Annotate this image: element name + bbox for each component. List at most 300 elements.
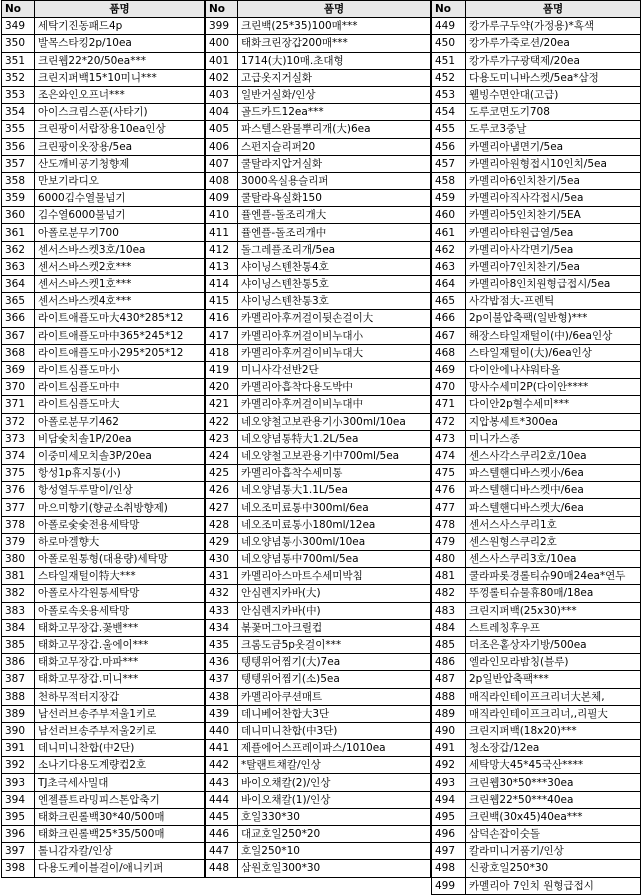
item-name: 태화크린롤백25*35/500매 bbox=[35, 826, 205, 843]
item-name: 카멜리아원형접시10인치/5ea bbox=[466, 155, 641, 172]
table-row bbox=[2, 52, 205, 69]
item-number: 471 bbox=[432, 396, 466, 413]
table-row bbox=[206, 241, 431, 258]
item-number: 448 bbox=[206, 860, 238, 877]
item-name: 센스사각스쿠리2호/10ea bbox=[466, 447, 641, 464]
table-row bbox=[2, 344, 205, 361]
table-row bbox=[2, 482, 205, 499]
item-name: 카멜리아타원급열/5ea bbox=[466, 224, 641, 241]
header-name: 품명 bbox=[238, 1, 431, 18]
table-row bbox=[432, 413, 641, 430]
item-number: 485 bbox=[432, 636, 466, 653]
table-row bbox=[432, 155, 641, 172]
table-row bbox=[206, 619, 431, 636]
item-number: 360 bbox=[2, 207, 35, 224]
item-number: 463 bbox=[432, 258, 466, 275]
table-row bbox=[206, 585, 431, 602]
table-row bbox=[2, 35, 205, 52]
item-name: 쿨탈라욕실화150 bbox=[238, 190, 431, 207]
item-number: 465 bbox=[432, 293, 466, 310]
item-name: 캉가루가죽로션/20ea bbox=[466, 35, 641, 52]
item-number: 444 bbox=[206, 791, 238, 808]
item-name: 삼원호일300*30 bbox=[238, 860, 431, 877]
table-row bbox=[432, 808, 641, 825]
table-row bbox=[2, 310, 205, 327]
item-number: 350 bbox=[2, 35, 35, 52]
item-number: 383 bbox=[2, 602, 35, 619]
table-row bbox=[206, 396, 431, 413]
table-row bbox=[206, 172, 431, 189]
item-name: 카멜리아사각면기/5ea bbox=[466, 241, 641, 258]
item-name: 쿨탈라지압거실화 bbox=[238, 155, 431, 172]
table-row bbox=[432, 207, 641, 224]
table-row bbox=[432, 499, 641, 516]
item-number: 488 bbox=[432, 688, 466, 705]
item-number: 357 bbox=[2, 155, 35, 172]
table-row bbox=[432, 379, 641, 396]
item-name: 삼덕손잡이숫돌 bbox=[466, 826, 641, 843]
table-row bbox=[432, 138, 641, 155]
table-row bbox=[2, 860, 205, 877]
table-row bbox=[2, 636, 205, 653]
header-no: No bbox=[432, 1, 466, 18]
table-row bbox=[206, 826, 431, 843]
item-name: 해장스타일재털이(中)/6ea인상 bbox=[466, 327, 641, 344]
item-number: 374 bbox=[2, 447, 35, 464]
item-name: 크롬도금5p옷걸이*** bbox=[238, 636, 431, 653]
item-number: 404 bbox=[206, 104, 238, 121]
item-number: 401 bbox=[206, 52, 238, 69]
item-number: 476 bbox=[432, 482, 466, 499]
item-name: 태화고무장갑.울에이*** bbox=[35, 636, 205, 653]
item-number: 416 bbox=[206, 310, 238, 327]
table-row bbox=[432, 602, 641, 619]
table-row bbox=[2, 688, 205, 705]
item-name: 안심렌지카바(大) bbox=[238, 585, 431, 602]
table-row bbox=[206, 482, 431, 499]
item-name: 파스텔핸디바스켓中/6ea bbox=[466, 482, 641, 499]
item-name: 카멜리아8인치원형급접시/5ea bbox=[466, 276, 641, 293]
item-number: 464 bbox=[432, 276, 466, 293]
item-number: 428 bbox=[206, 516, 238, 533]
item-name: 크린지퍼백15*10미니*** bbox=[35, 69, 205, 86]
item-number: 362 bbox=[2, 241, 35, 258]
item-name: 파스텔스완물뿌리개(大)6ea bbox=[238, 121, 431, 138]
item-number: 432 bbox=[206, 585, 238, 602]
table-row bbox=[206, 722, 431, 739]
item-name: 데니미니찬합(中3단) bbox=[238, 722, 431, 739]
item-number: 446 bbox=[206, 826, 238, 843]
item-name: 센서스바스켓2호*** bbox=[35, 258, 205, 275]
item-number: 353 bbox=[2, 86, 35, 103]
item-number: 376 bbox=[2, 482, 35, 499]
item-name: 제플에어스프레이파스/1010ea bbox=[238, 740, 431, 757]
item-number: 363 bbox=[2, 258, 35, 275]
item-name: 발목스타킹2p/10ea bbox=[35, 35, 205, 52]
product-table-3 bbox=[431, 0, 641, 895]
table-row bbox=[2, 396, 205, 413]
table-row bbox=[2, 602, 205, 619]
table-row bbox=[206, 688, 431, 705]
item-number: 441 bbox=[206, 740, 238, 757]
item-name: 크린웹22*50***40ea bbox=[466, 791, 641, 808]
item-number: 498 bbox=[432, 860, 466, 877]
item-number: 490 bbox=[432, 722, 466, 739]
item-number: 422 bbox=[206, 413, 238, 430]
table-row bbox=[432, 396, 641, 413]
item-name: 네오양념통特大1.2L/5ea bbox=[238, 430, 431, 447]
table-row bbox=[206, 190, 431, 207]
table-row bbox=[206, 465, 431, 482]
item-number: 381 bbox=[2, 568, 35, 585]
item-name: 스펀지슬리퍼20 bbox=[238, 138, 431, 155]
item-name: 골드카드12ea*** bbox=[238, 104, 431, 121]
table-row bbox=[432, 877, 641, 894]
table-row bbox=[2, 190, 205, 207]
item-number: 427 bbox=[206, 499, 238, 516]
item-number: 408 bbox=[206, 172, 238, 189]
header-no: No bbox=[2, 1, 35, 18]
item-number: 466 bbox=[432, 310, 466, 327]
item-number: 430 bbox=[206, 551, 238, 568]
table-row bbox=[206, 808, 431, 825]
table-row bbox=[206, 104, 431, 121]
item-name: 라이트심플도마中 bbox=[35, 379, 205, 396]
item-number: 451 bbox=[432, 52, 466, 69]
item-name: 샤이닝스텐찬통3호 bbox=[238, 293, 431, 310]
table-row bbox=[2, 551, 205, 568]
table-row bbox=[2, 224, 205, 241]
item-number: 405 bbox=[206, 121, 238, 138]
table-row bbox=[2, 207, 205, 224]
table-row bbox=[206, 430, 431, 447]
item-number: 369 bbox=[2, 361, 35, 378]
item-name: 태화크린장갑200매*** bbox=[238, 35, 431, 52]
table-row bbox=[206, 155, 431, 172]
item-number: 379 bbox=[2, 533, 35, 550]
item-name: 일반거실화/인상 bbox=[238, 86, 431, 103]
item-number: 460 bbox=[432, 207, 466, 224]
item-number: 355 bbox=[2, 121, 35, 138]
item-name: 아폴로속옷용세탁망 bbox=[35, 602, 205, 619]
item-name: 샤이닝스텐찬통5호 bbox=[238, 276, 431, 293]
item-name: 칼라미니거품기/인상 bbox=[466, 843, 641, 860]
table-row bbox=[2, 533, 205, 550]
item-number: 361 bbox=[2, 224, 35, 241]
table-row bbox=[2, 843, 205, 860]
item-name: 스트레칭후우프 bbox=[466, 619, 641, 636]
table-row bbox=[206, 602, 431, 619]
table-row bbox=[206, 18, 431, 35]
item-name: 아폴로분무기700 bbox=[35, 224, 205, 241]
item-number: 373 bbox=[2, 430, 35, 447]
item-name: 이중미세모치솔3P/20ea bbox=[35, 447, 205, 464]
item-name: 센서스바스켓4호*** bbox=[35, 293, 205, 310]
item-number: 494 bbox=[432, 791, 466, 808]
item-name: 캉가루가구광택제/20ea bbox=[466, 52, 641, 69]
item-name: 신광호일250*30 bbox=[466, 860, 641, 877]
item-name: 하로마겔향大 bbox=[35, 533, 205, 550]
table-row bbox=[206, 327, 431, 344]
item-number: 393 bbox=[2, 774, 35, 791]
item-number: 474 bbox=[432, 447, 466, 464]
item-name: 엔젤플트라밍피스톤압축기 bbox=[35, 791, 205, 808]
item-name: 톨니감자칼/인상 bbox=[35, 843, 205, 860]
item-name: 다용도미니바스켓/5ea*삼정 bbox=[466, 69, 641, 86]
item-name: 산도깨비공기청향제 bbox=[35, 155, 205, 172]
item-name: 카멜리아5인치찬기/5EA bbox=[466, 207, 641, 224]
table-row bbox=[2, 121, 205, 138]
item-number: 435 bbox=[206, 636, 238, 653]
table-row bbox=[206, 86, 431, 103]
item-number: 449 bbox=[432, 18, 466, 35]
table-row bbox=[2, 258, 205, 275]
item-name: 호일250*10 bbox=[238, 843, 431, 860]
item-name: 항성열두루말이/인상 bbox=[35, 482, 205, 499]
table-row bbox=[432, 344, 641, 361]
item-number: 423 bbox=[206, 430, 238, 447]
item-name: 쿨라파롯경롤티슈90매24ea*연두 bbox=[466, 568, 641, 585]
item-number: 424 bbox=[206, 447, 238, 464]
item-number: 462 bbox=[432, 241, 466, 258]
item-name: 호일330*30 bbox=[238, 808, 431, 825]
table-row bbox=[432, 636, 641, 653]
item-name: 태화고무장갑.미니*** bbox=[35, 671, 205, 688]
table-row bbox=[2, 361, 205, 378]
table-row bbox=[2, 276, 205, 293]
item-name: 바이오채칼(2)/인상 bbox=[238, 774, 431, 791]
item-number: 365 bbox=[2, 293, 35, 310]
item-name: 크린백(25*35)100매*** bbox=[238, 18, 431, 35]
table-row bbox=[2, 413, 205, 430]
item-number: 456 bbox=[432, 138, 466, 155]
item-name: 세탁망大45*45국산**** bbox=[466, 757, 641, 774]
table-row bbox=[206, 636, 431, 653]
header-row bbox=[206, 1, 431, 18]
item-number: 387 bbox=[2, 671, 35, 688]
table-row bbox=[206, 843, 431, 860]
item-number: 368 bbox=[2, 344, 35, 361]
table-row bbox=[2, 241, 205, 258]
item-number: 356 bbox=[2, 138, 35, 155]
item-name: 스타일재털이(大)/6ea인상 bbox=[466, 344, 641, 361]
table-row bbox=[432, 843, 641, 860]
item-number: 352 bbox=[2, 69, 35, 86]
table-row bbox=[2, 69, 205, 86]
item-name: 남선러브송주부저울1키로 bbox=[35, 705, 205, 722]
table-row bbox=[2, 379, 205, 396]
table-row bbox=[206, 757, 431, 774]
item-number: 411 bbox=[206, 224, 238, 241]
item-number: 442 bbox=[206, 757, 238, 774]
item-name: 카멜리아7인치찬기/5ea bbox=[466, 258, 641, 275]
item-number: 402 bbox=[206, 69, 238, 86]
table-row bbox=[432, 241, 641, 258]
table-row bbox=[432, 190, 641, 207]
item-number: 388 bbox=[2, 688, 35, 705]
item-number: 351 bbox=[2, 52, 35, 69]
item-number: 426 bbox=[206, 482, 238, 499]
item-name: 데니베어찬합大3단 bbox=[238, 705, 431, 722]
item-number: 412 bbox=[206, 241, 238, 258]
item-name: 웰빙수면안대(고급) bbox=[466, 86, 641, 103]
table-row bbox=[432, 172, 641, 189]
item-name: 카멜리아6인치찬기/5ea bbox=[466, 172, 641, 189]
table-row bbox=[206, 310, 431, 327]
item-number: 487 bbox=[432, 671, 466, 688]
header-name: 품명 bbox=[466, 1, 641, 18]
item-name: 아폴로사각원통세탁망 bbox=[35, 585, 205, 602]
table-row bbox=[432, 568, 641, 585]
item-number: 452 bbox=[432, 69, 466, 86]
item-number: 433 bbox=[206, 602, 238, 619]
table-row bbox=[432, 258, 641, 275]
item-number: 496 bbox=[432, 826, 466, 843]
item-number: 491 bbox=[432, 740, 466, 757]
item-name: 바이오채칼(1)/인상 bbox=[238, 791, 431, 808]
item-number: 417 bbox=[206, 327, 238, 344]
header-no: No bbox=[206, 1, 238, 18]
table-row bbox=[432, 482, 641, 499]
item-name: 크린웹30*50***30ea bbox=[466, 774, 641, 791]
item-name: 2p일반압축팩*** bbox=[466, 671, 641, 688]
item-number: 499 bbox=[432, 877, 466, 894]
table-row bbox=[206, 413, 431, 430]
table-row bbox=[2, 705, 205, 722]
table-row bbox=[432, 69, 641, 86]
item-name: *탈랜트채칼/인상 bbox=[238, 757, 431, 774]
item-name: 텡텡위어찜기(大)7ea bbox=[238, 654, 431, 671]
item-name: 아폴로원통형(대용량)세탁망 bbox=[35, 551, 205, 568]
item-name: 크린지퍼백(18x20)*** bbox=[466, 722, 641, 739]
item-name: 네오양념통大1.1L/5ea bbox=[238, 482, 431, 499]
table-row bbox=[432, 86, 641, 103]
table-row bbox=[206, 224, 431, 241]
header-name: 품명 bbox=[35, 1, 205, 18]
item-name: 돌그레플조리개/5ea bbox=[238, 241, 431, 258]
item-name: 마으미향기(향균소취방향제) bbox=[35, 499, 205, 516]
table-row bbox=[206, 533, 431, 550]
table-row bbox=[432, 327, 641, 344]
item-name: 데니미니찬합(中2단) bbox=[35, 740, 205, 757]
item-number: 399 bbox=[206, 18, 238, 35]
item-number: 434 bbox=[206, 619, 238, 636]
item-name: 카멜리아스마트수세미박침 bbox=[238, 568, 431, 585]
item-name: 크린팡이옷장용/5ea bbox=[35, 138, 205, 155]
table-row bbox=[206, 568, 431, 585]
item-number: 450 bbox=[432, 35, 466, 52]
table-row bbox=[2, 585, 205, 602]
table-row bbox=[432, 619, 641, 636]
item-number: 354 bbox=[2, 104, 35, 121]
item-name: 카멜리아 7인치 원형급접시 bbox=[466, 877, 641, 894]
item-number: 480 bbox=[432, 551, 466, 568]
item-number: 493 bbox=[432, 774, 466, 791]
item-name: 센서스사스쿠리1호 bbox=[466, 516, 641, 533]
item-name: 볶꽃머그아크릴컵 bbox=[238, 619, 431, 636]
item-name: 네오조미료통小180ml/12ea bbox=[238, 516, 431, 533]
item-number: 484 bbox=[432, 619, 466, 636]
item-number: 389 bbox=[2, 705, 35, 722]
product-table-2 bbox=[205, 0, 431, 878]
item-name: 카멜리아후꺼걸이비누대中 bbox=[238, 396, 431, 413]
item-name: 네오양철고보관용기中700ml/5ea bbox=[238, 447, 431, 464]
item-number: 397 bbox=[2, 843, 35, 860]
table-row bbox=[206, 293, 431, 310]
table-row bbox=[432, 722, 641, 739]
item-number: 367 bbox=[2, 327, 35, 344]
table-row bbox=[206, 138, 431, 155]
item-number: 370 bbox=[2, 379, 35, 396]
table-row bbox=[432, 224, 641, 241]
item-number: 410 bbox=[206, 207, 238, 224]
table-row bbox=[206, 774, 431, 791]
table-row bbox=[2, 465, 205, 482]
item-name: 1714(大)10매.초대형 bbox=[238, 52, 431, 69]
item-name: 지압봉세트*300ea bbox=[466, 413, 641, 430]
item-number: 398 bbox=[2, 860, 35, 877]
table-row bbox=[432, 671, 641, 688]
item-number: 366 bbox=[2, 310, 35, 327]
item-name: 안심렌지카바(中) bbox=[238, 602, 431, 619]
item-name: 텡텡위어찜기(소)5ea bbox=[238, 671, 431, 688]
item-number: 372 bbox=[2, 413, 35, 430]
item-number: 477 bbox=[432, 499, 466, 516]
table-row bbox=[206, 499, 431, 516]
item-number: 443 bbox=[206, 774, 238, 791]
table-row bbox=[206, 551, 431, 568]
table-row bbox=[432, 688, 641, 705]
table-row bbox=[206, 52, 431, 69]
item-name: 천하무적터지장갑 bbox=[35, 688, 205, 705]
item-name: 매직라인테이프크리너大본체, bbox=[466, 688, 641, 705]
item-name: 크린웹22*20/50ea*** bbox=[35, 52, 205, 69]
item-name: 다이안2p혈수세미*** bbox=[466, 396, 641, 413]
table-row bbox=[2, 293, 205, 310]
item-number: 409 bbox=[206, 190, 238, 207]
item-name: 망사수세미2P(다이안**** bbox=[466, 379, 641, 396]
table-row bbox=[2, 138, 205, 155]
table-row bbox=[432, 52, 641, 69]
table-row bbox=[206, 671, 431, 688]
item-number: 371 bbox=[2, 396, 35, 413]
item-name: 아이스크림스푼(사타기) bbox=[35, 104, 205, 121]
item-number: 497 bbox=[432, 843, 466, 860]
table-row bbox=[2, 757, 205, 774]
item-name: 비담숯치솔1P/20ea bbox=[35, 430, 205, 447]
table-row bbox=[432, 551, 641, 568]
item-number: 375 bbox=[2, 465, 35, 482]
item-name: TJ초극세사밀대 bbox=[35, 774, 205, 791]
table-row bbox=[2, 499, 205, 516]
item-name: 크린팡이서랍장용10ea인상 bbox=[35, 121, 205, 138]
table-row bbox=[432, 791, 641, 808]
item-number: 445 bbox=[206, 808, 238, 825]
table-row bbox=[206, 361, 431, 378]
item-name: 더조은홑상자기방/500ea bbox=[466, 636, 641, 653]
table-row bbox=[206, 447, 431, 464]
item-name: 라이트애플도마小295*205*12 bbox=[35, 344, 205, 361]
item-number: 392 bbox=[2, 757, 35, 774]
item-number: 384 bbox=[2, 619, 35, 636]
table-row bbox=[432, 35, 641, 52]
item-number: 453 bbox=[432, 86, 466, 103]
item-name: 네오조미료통中300ml/6ea bbox=[238, 499, 431, 516]
table-row bbox=[206, 207, 431, 224]
item-number: 459 bbox=[432, 190, 466, 207]
table-row bbox=[206, 654, 431, 671]
item-name: 조은와인오프너*** bbox=[35, 86, 205, 103]
